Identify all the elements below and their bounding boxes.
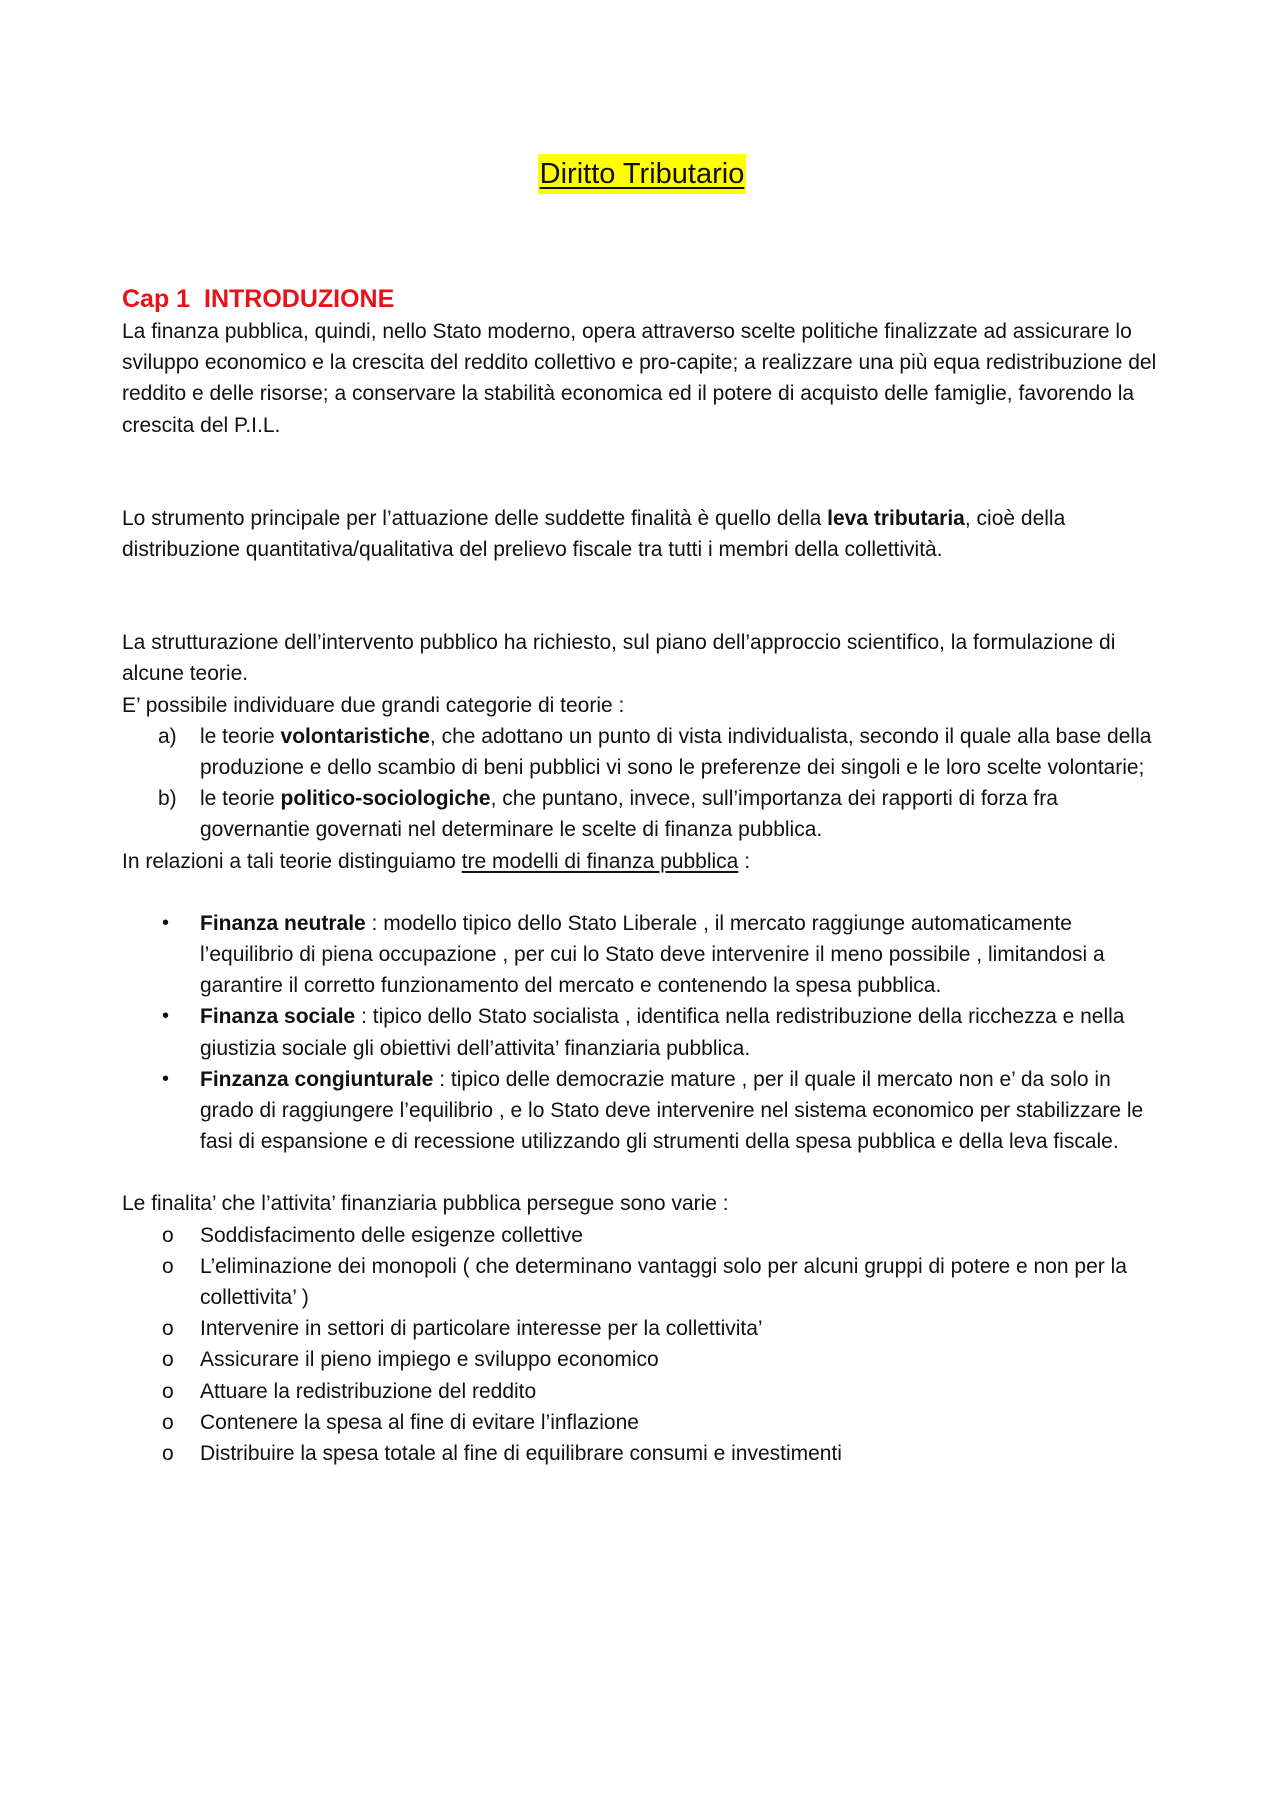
list-item (122, 1376, 1162, 1407)
chapter-name: INTRODUZIONE (204, 285, 395, 313)
bold-term: volontaristiche (280, 724, 430, 748)
text-fragment: Lo strumento principale per l’attuazione delle suddette finalità è quello della (122, 506, 828, 530)
circle-bullet-icon: o (162, 1410, 174, 1434)
bold-term: politico-sociologiche (280, 787, 491, 811)
theories-list (122, 721, 1162, 846)
bold-term: Finanza neutrale (200, 911, 366, 935)
list-item (122, 1407, 1162, 1438)
text-fragment: : tipico delle democrazie mature , per il quale il mercato non e’ da solo in grado di raggiungere l’equilibrio , e lo Stato deve intervenire nel sistema economico per stabilizzare le fasi di espansione e di recessione utilizzando gli strumenti della spesa pubblica e della leva fiscale. (200, 1067, 1144, 1154)
chapter-label: Cap 1 (122, 285, 191, 313)
list-item (122, 908, 1162, 1002)
paragraph-categorie-teorie: E’ possibile individuare due grandi categorie di teorie : (122, 693, 625, 717)
list-item (122, 721, 1162, 783)
text-fragment: : modello tipico dello Stato Liberale , il mercato raggiunge automaticamente l’equilibrio di piena occupazione , per cui lo Stato deve intervenire il meno possibile , limitandosi a garantire il corretto funzionamento del mercato e contenendo la spesa pubblica. (200, 911, 1105, 998)
paragraph-finanza-pubblica: La finanza pubblica, quindi, nello Stato moderno, opera attraverso scelte politiche finalizzate ad assicurare lo sviluppo economico e la crescita del reddito collettivo e pro-capite; a realizzare una più equa redistribuzione del reddito e delle risorse; a conservare la stabilità economica ed il potere di acquisto delle famiglie, favorendo la crescita del P.I.L. (122, 320, 1157, 437)
list-item (122, 1220, 1162, 1251)
text-fragment: , cioè della distribuzione quantitativa/qualitativa del prelievo fiscale tra tutti i membri della collettività. (122, 506, 1066, 562)
list-item (122, 783, 1162, 845)
paragraph-intervento-pubblico: La strutturazione dell’intervento pubblico ha richiesto, sul piano dell’approccio scientifico, la formulazione di alcune teorie. (122, 631, 1116, 686)
list-item-text: Assicurare il pieno impiego e sviluppo economico (200, 1348, 659, 1372)
circle-bullet-icon: o (162, 1379, 174, 1403)
list-item-text: Distribuire la spesa totale al fine di equilibrare consumi e investimenti (200, 1442, 842, 1466)
aims-list (122, 1220, 1162, 1470)
list-item-text: Contenere la spesa al fine di evitare l’inflazione (200, 1410, 639, 1434)
text-fragment: le teorie (200, 787, 281, 811)
text-fragment: : tipico dello Stato socialista , identifica nella redistribuzione della ricchezza e nella giustizia sociale gli obiettivi dell’attivita’ finanziaria pubblica. (200, 1005, 1125, 1060)
list-item-text: L’eliminazione dei monopoli ( che determinano vantaggi solo per alcuni gruppi di potere e non per la collettivita’ ) (200, 1254, 1127, 1310)
paragraph-finalita: Le finalita’ che l’attivita’ finanziaria pubblica persegue sono varie : (122, 1192, 729, 1216)
circle-bullet-icon: o (162, 1442, 174, 1466)
text-fragment: : (738, 849, 751, 873)
document-body (122, 282, 1162, 1469)
list-marker: a) (158, 724, 177, 748)
bullet-icon: • (162, 1005, 170, 1028)
underlined-term: tre modelli di finanza pubblica (461, 849, 739, 873)
circle-bullet-icon: o (162, 1317, 174, 1341)
list-item (122, 1344, 1162, 1375)
circle-bullet-icon: o (162, 1348, 174, 1372)
bold-term: Finanza sociale (200, 1005, 356, 1029)
bold-term: Finzanza congiunturale (200, 1067, 434, 1091)
list-item-text: Soddisfacimento delle esigenze collettive (200, 1223, 583, 1247)
paragraph-modelli (122, 846, 1162, 877)
circle-bullet-icon: o (162, 1223, 174, 1247)
bullet-icon: • (162, 1067, 170, 1090)
list-item (122, 1438, 1162, 1469)
bold-term: leva tributaria (827, 506, 965, 530)
paragraph-leva-tributaria (122, 503, 1162, 565)
chapter-heading (122, 282, 1162, 316)
text-fragment: In relazioni a tali teorie distinguiamo (122, 849, 462, 873)
circle-bullet-icon: o (162, 1254, 174, 1278)
text-fragment: le teorie (200, 724, 281, 748)
list-item (122, 1251, 1162, 1313)
title-container (122, 154, 1162, 194)
list-marker: b) (158, 787, 177, 811)
document-title: Diritto Tributario (538, 154, 747, 194)
list-item-text: Intervenire in settori di particolare interesse per la collettivita’ (200, 1317, 763, 1341)
list-item (122, 1313, 1162, 1344)
text-fragment: , che adottano un punto di vista individualista, secondo il quale alla base della produzione e dello scambio di beni pubblici vi sono le preferenze dei singoli e le loro scelte volontarie; (200, 724, 1152, 780)
list-item (122, 1001, 1162, 1063)
bullet-icon: • (162, 911, 170, 934)
list-item-text: Attuare la redistribuzione del reddito (200, 1379, 537, 1403)
list-item (122, 1064, 1162, 1158)
models-list (122, 908, 1162, 1158)
text-fragment: , che puntano, invece, sull’importanza dei rapporti di forza fra governantie governati nel determinare le scelte di finanza pubblica. (200, 787, 1058, 842)
